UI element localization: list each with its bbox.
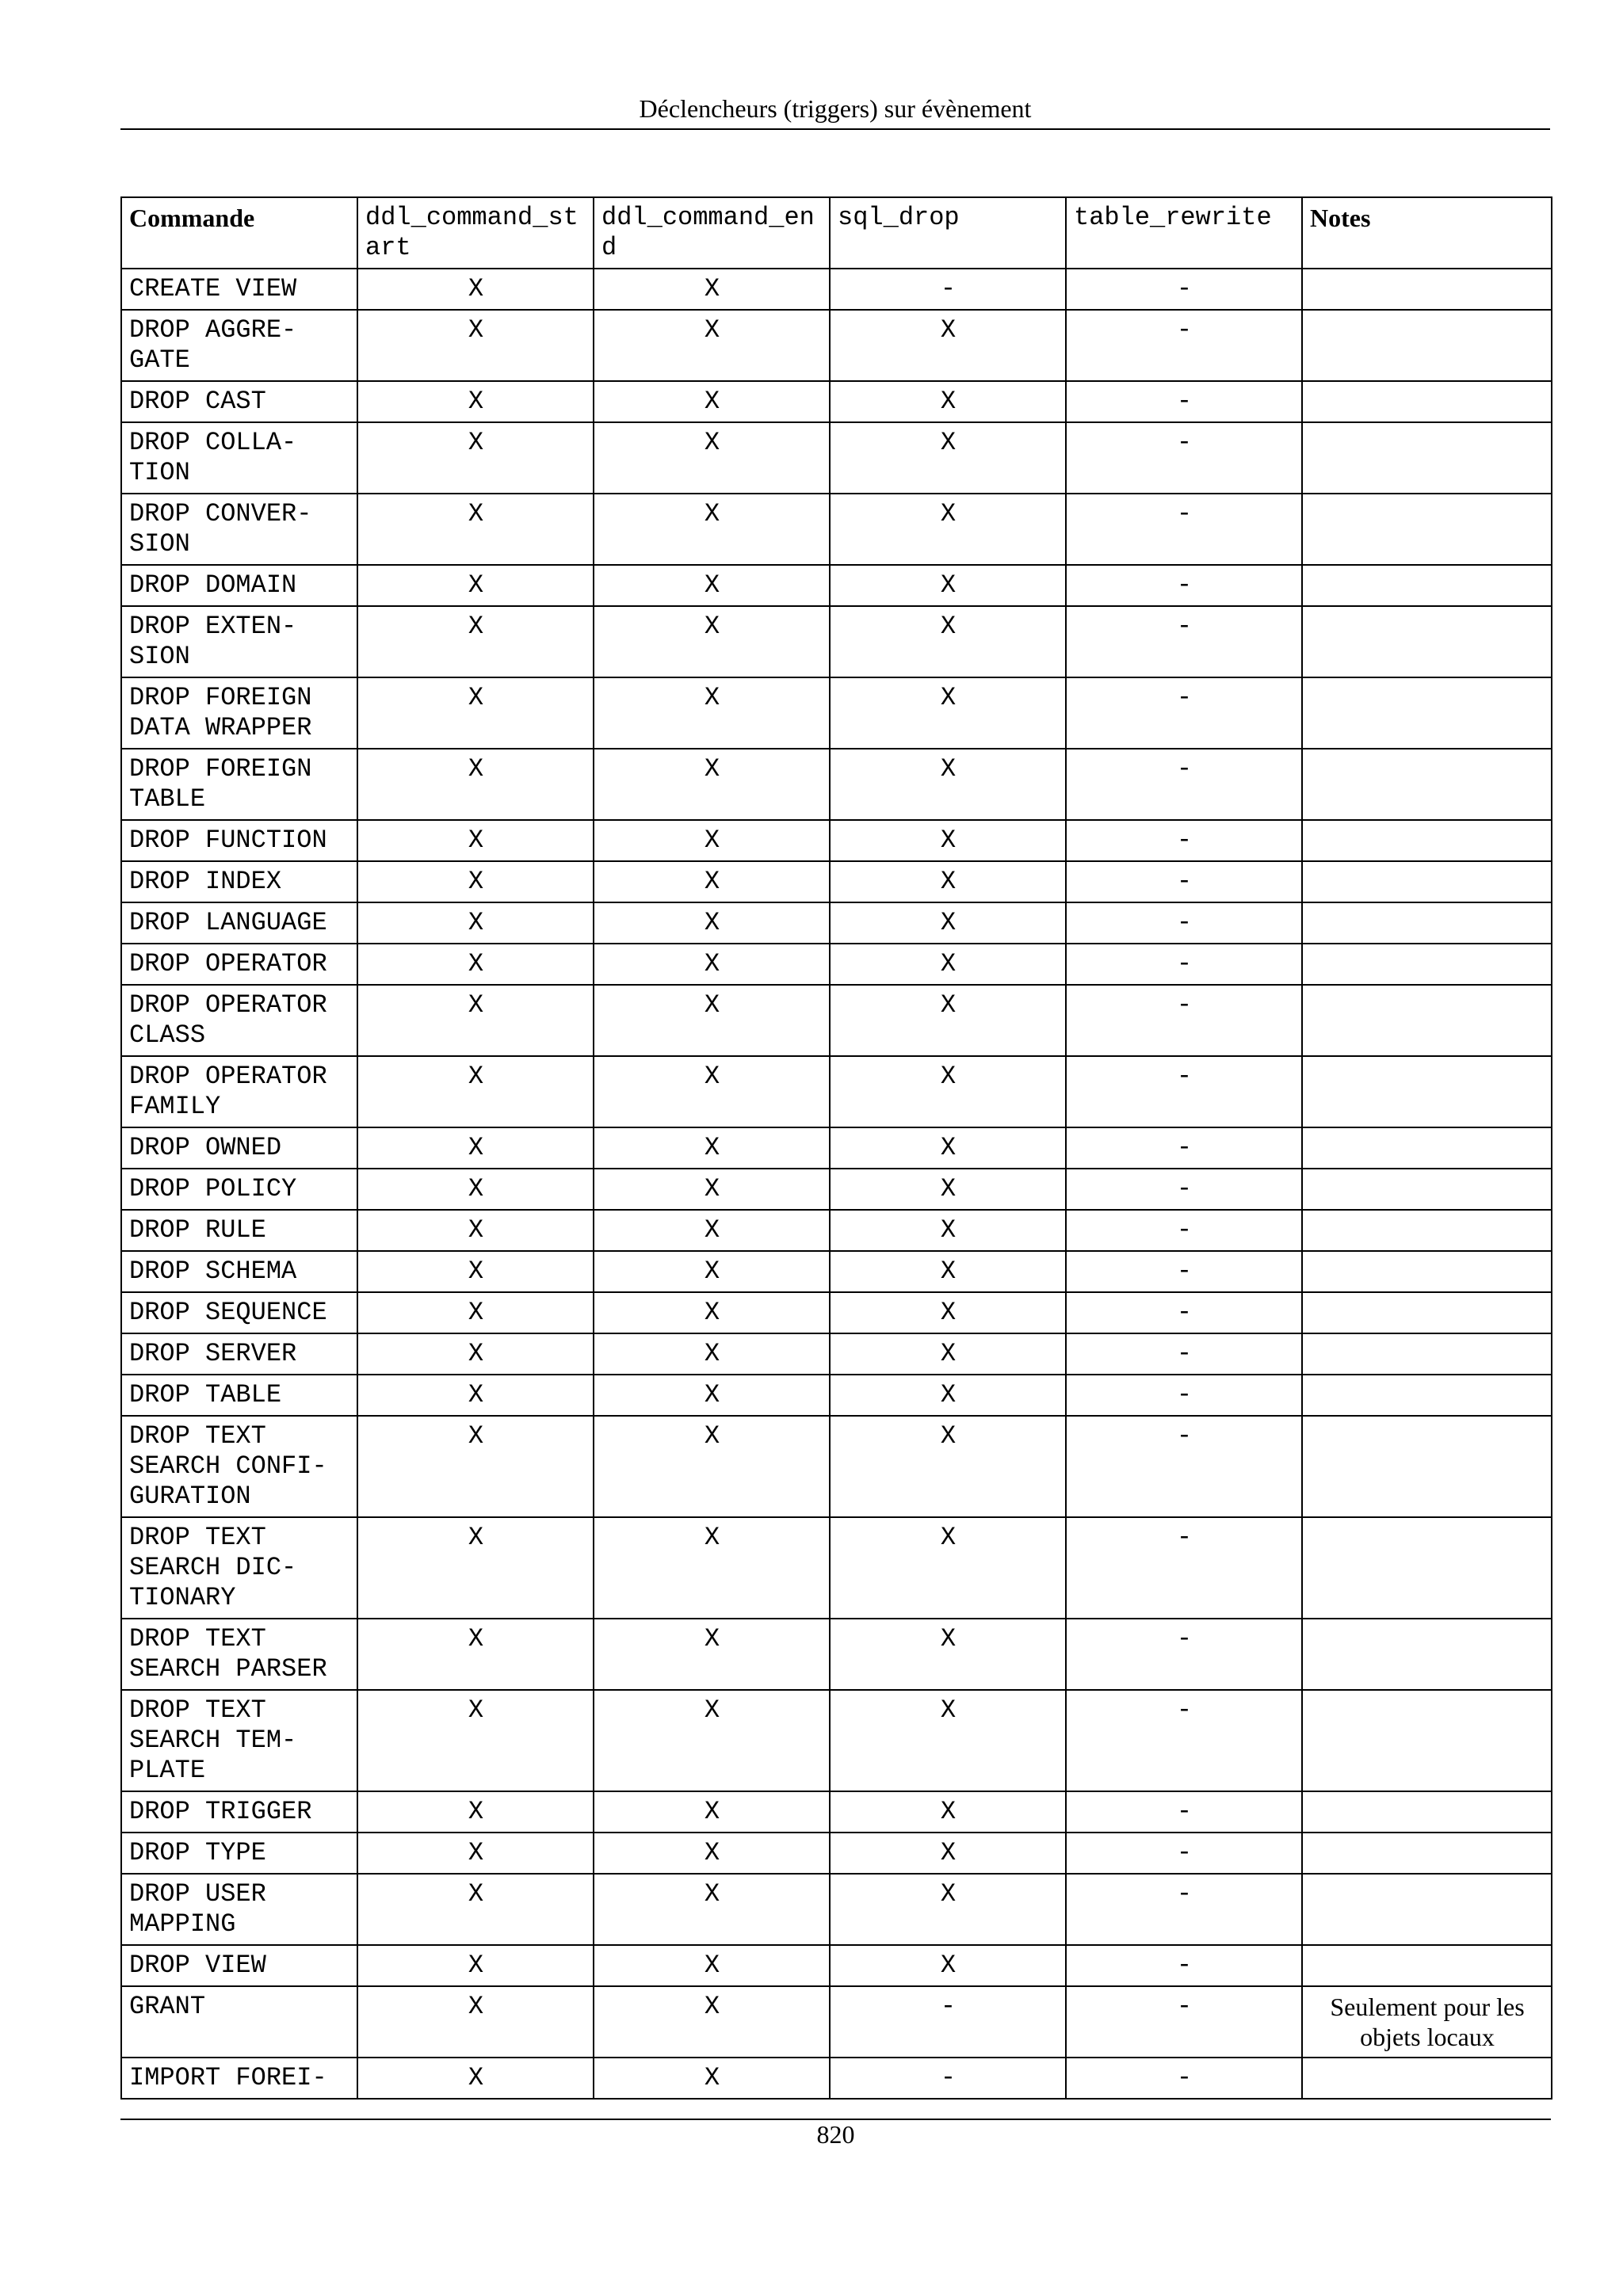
notes-cell xyxy=(1302,2058,1552,2099)
ddl-command-start-cell: X xyxy=(357,1517,594,1619)
table-row xyxy=(121,1833,1552,1874)
table-rewrite-cell: - xyxy=(1066,1986,1302,2058)
ddl-command-end-cell: X xyxy=(594,820,830,861)
sql-drop-cell: - xyxy=(830,269,1066,310)
notes-cell xyxy=(1302,861,1552,902)
ddl-command-start-cell: X xyxy=(357,1210,594,1251)
ddl-command-end-cell: X xyxy=(594,1833,830,1874)
table-row xyxy=(121,1517,1552,1619)
sql-drop-cell: X xyxy=(830,1791,1066,1833)
ddl-command-end-cell: X xyxy=(594,1333,830,1375)
notes-cell xyxy=(1302,269,1552,310)
notes-cell xyxy=(1302,944,1552,985)
column-header-notes: Notes xyxy=(1302,197,1552,269)
table-rewrite-cell: - xyxy=(1066,985,1302,1056)
notes-cell xyxy=(1302,1375,1552,1416)
sql-drop-cell: X xyxy=(830,944,1066,985)
table-row xyxy=(121,310,1552,381)
table-row xyxy=(121,1292,1552,1333)
table-row xyxy=(121,381,1552,422)
sql-drop-cell: X xyxy=(830,1416,1066,1517)
ddl-command-end-cell: X xyxy=(594,1690,830,1791)
command-cell: DROP OPERATOR CLASS xyxy=(121,985,357,1056)
notes-cell xyxy=(1302,1791,1552,1833)
sql-drop-cell: - xyxy=(830,2058,1066,2099)
command-cell: GRANT xyxy=(121,1986,357,2058)
table-row xyxy=(121,820,1552,861)
ddl-command-end-cell: X xyxy=(594,1945,830,1986)
table-row xyxy=(121,1375,1552,1416)
command-cell: DROP AGGRE- GATE xyxy=(121,310,357,381)
command-cell: DROP EXTEN- SION xyxy=(121,606,357,677)
sql-drop-cell: X xyxy=(830,381,1066,422)
table-rewrite-cell: - xyxy=(1066,606,1302,677)
table-rewrite-cell: - xyxy=(1066,1619,1302,1690)
command-cell: DROP FOREIGN DATA WRAPPER xyxy=(121,677,357,749)
command-cell: DROP TEXT SEARCH TEM- PLATE xyxy=(121,1690,357,1791)
ddl-command-start-cell: X xyxy=(357,985,594,1056)
column-header-table-rewrite: table_rewrite xyxy=(1066,197,1302,269)
notes-cell xyxy=(1302,1056,1552,1127)
notes-cell xyxy=(1302,381,1552,422)
ddl-command-end-cell: X xyxy=(594,1517,830,1619)
command-cell: DROP CONVER- SION xyxy=(121,494,357,565)
notes-cell xyxy=(1302,1169,1552,1210)
ddl-command-start-cell: X xyxy=(357,1056,594,1127)
sql-drop-cell: X xyxy=(830,1833,1066,1874)
command-cell: DROP TEXT SEARCH DIC- TIONARY xyxy=(121,1517,357,1619)
notes-cell xyxy=(1302,310,1552,381)
table-rewrite-cell: - xyxy=(1066,565,1302,606)
ddl-command-end-cell: X xyxy=(594,1292,830,1333)
command-cell: DROP SERVER xyxy=(121,1333,357,1375)
ddl-command-start-cell: X xyxy=(357,1833,594,1874)
notes-cell xyxy=(1302,606,1552,677)
command-cell: DROP CAST xyxy=(121,381,357,422)
command-cell: DROP VIEW xyxy=(121,1945,357,1986)
ddl-command-end-cell: X xyxy=(594,310,830,381)
sql-drop-cell: X xyxy=(830,1874,1066,1945)
table-row xyxy=(121,565,1552,606)
ddl-command-end-cell: X xyxy=(594,1416,830,1517)
ddl-command-start-cell: X xyxy=(357,1375,594,1416)
ddl-command-end-cell: X xyxy=(594,381,830,422)
command-cell: DROP TABLE xyxy=(121,1375,357,1416)
command-cell: DROP TEXT SEARCH CONFI- GURATION xyxy=(121,1416,357,1517)
table-row xyxy=(121,944,1552,985)
command-cell: DROP OPERATOR FAMILY xyxy=(121,1056,357,1127)
table-row xyxy=(121,1874,1552,1945)
command-cell: DROP FUNCTION xyxy=(121,820,357,861)
table-rewrite-cell: - xyxy=(1066,310,1302,381)
notes-cell xyxy=(1302,902,1552,944)
table-rewrite-cell: - xyxy=(1066,269,1302,310)
notes-cell xyxy=(1302,1416,1552,1517)
ddl-command-start-cell: X xyxy=(357,677,594,749)
ddl-command-start-cell: X xyxy=(357,269,594,310)
ddl-command-end-cell: X xyxy=(594,677,830,749)
ddl-command-start-cell: X xyxy=(357,1874,594,1945)
command-cell: DROP INDEX xyxy=(121,861,357,902)
notes-cell xyxy=(1302,1251,1552,1292)
table-body xyxy=(121,269,1552,2099)
table-rewrite-cell: - xyxy=(1066,1874,1302,1945)
table-row xyxy=(121,861,1552,902)
ddl-command-start-cell: X xyxy=(357,820,594,861)
table-row xyxy=(121,2058,1552,2099)
ddl-command-start-cell: X xyxy=(357,606,594,677)
ddl-command-end-cell: X xyxy=(594,565,830,606)
table-rewrite-cell: - xyxy=(1066,494,1302,565)
sql-drop-cell: X xyxy=(830,861,1066,902)
notes-cell xyxy=(1302,1619,1552,1690)
table-row xyxy=(121,1945,1552,1986)
event-trigger-command-table xyxy=(120,196,1552,2100)
command-cell: DROP OWNED xyxy=(121,1127,357,1169)
ddl-command-start-cell: X xyxy=(357,1986,594,2058)
ddl-command-start-cell: X xyxy=(357,861,594,902)
notes-cell xyxy=(1302,820,1552,861)
ddl-command-start-cell: X xyxy=(357,422,594,494)
ddl-command-start-cell: X xyxy=(357,565,594,606)
table-row xyxy=(121,1416,1552,1517)
table-rewrite-cell: - xyxy=(1066,677,1302,749)
sql-drop-cell: X xyxy=(830,565,1066,606)
ddl-command-start-cell: X xyxy=(357,1292,594,1333)
table-rewrite-cell: - xyxy=(1066,1517,1302,1619)
table-row xyxy=(121,902,1552,944)
column-header-command: Commande xyxy=(121,197,357,269)
ddl-command-start-cell: X xyxy=(357,1251,594,1292)
notes-cell xyxy=(1302,1874,1552,1945)
table-row xyxy=(121,1619,1552,1690)
notes-cell xyxy=(1302,565,1552,606)
sql-drop-cell: X xyxy=(830,1169,1066,1210)
notes-cell xyxy=(1302,985,1552,1056)
sql-drop-cell: X xyxy=(830,1292,1066,1333)
command-cell: DROP OPERATOR xyxy=(121,944,357,985)
ddl-command-end-cell: X xyxy=(594,1874,830,1945)
table-row xyxy=(121,1210,1552,1251)
sql-drop-cell: - xyxy=(830,1986,1066,2058)
notes-cell xyxy=(1302,494,1552,565)
ddl-command-end-cell: X xyxy=(594,1791,830,1833)
ddl-command-start-cell: X xyxy=(357,381,594,422)
ddl-command-start-cell: X xyxy=(357,1945,594,1986)
table-header-row xyxy=(121,197,1552,269)
table-row xyxy=(121,422,1552,494)
ddl-command-end-cell: X xyxy=(594,2058,830,2099)
ddl-command-end-cell: X xyxy=(594,1375,830,1416)
sql-drop-cell: X xyxy=(830,1517,1066,1619)
table-row xyxy=(121,1986,1552,2058)
ddl-command-end-cell: X xyxy=(594,1127,830,1169)
table-row xyxy=(121,269,1552,310)
notes-cell xyxy=(1302,1210,1552,1251)
table-row xyxy=(121,1127,1552,1169)
ddl-command-start-cell: X xyxy=(357,1333,594,1375)
ddl-command-start-cell: X xyxy=(357,749,594,820)
table-row xyxy=(121,677,1552,749)
table-rewrite-cell: - xyxy=(1066,1833,1302,1874)
ddl-command-end-cell: X xyxy=(594,1251,830,1292)
ddl-command-end-cell: X xyxy=(594,606,830,677)
ddl-command-end-cell: X xyxy=(594,1986,830,2058)
table-row xyxy=(121,1690,1552,1791)
table-rewrite-cell: - xyxy=(1066,1169,1302,1210)
running-header: Déclencheurs (triggers) sur évènement xyxy=(120,89,1550,130)
ddl-command-end-cell: X xyxy=(594,1169,830,1210)
table-rewrite-cell: - xyxy=(1066,1292,1302,1333)
table-row xyxy=(121,494,1552,565)
sql-drop-cell: X xyxy=(830,985,1066,1056)
command-cell: IMPORT FOREI- xyxy=(121,2058,357,2099)
ddl-command-end-cell: X xyxy=(594,269,830,310)
command-cell: DROP RULE xyxy=(121,1210,357,1251)
ddl-command-end-cell: X xyxy=(594,985,830,1056)
sql-drop-cell: X xyxy=(830,1619,1066,1690)
ddl-command-start-cell: X xyxy=(357,1169,594,1210)
ddl-command-end-cell: X xyxy=(594,749,830,820)
sql-drop-cell: X xyxy=(830,820,1066,861)
command-cell: DROP USER MAPPING xyxy=(121,1874,357,1945)
table-rewrite-cell: - xyxy=(1066,1791,1302,1833)
ddl-command-start-cell: X xyxy=(357,902,594,944)
column-header-sql-drop: sql_drop xyxy=(830,197,1066,269)
table-rewrite-cell: - xyxy=(1066,1251,1302,1292)
command-cell: DROP TEXT SEARCH PARSER xyxy=(121,1619,357,1690)
notes-cell xyxy=(1302,422,1552,494)
sql-drop-cell: X xyxy=(830,1375,1066,1416)
sql-drop-cell: X xyxy=(830,1690,1066,1791)
command-cell: DROP SCHEMA xyxy=(121,1251,357,1292)
sql-drop-cell: X xyxy=(830,606,1066,677)
notes-cell xyxy=(1302,1833,1552,1874)
table-row xyxy=(121,1791,1552,1833)
command-cell: DROP COLLA- TION xyxy=(121,422,357,494)
ddl-command-end-cell: X xyxy=(594,1056,830,1127)
ddl-command-end-cell: X xyxy=(594,1619,830,1690)
ddl-command-end-cell: X xyxy=(594,861,830,902)
table-rewrite-cell: - xyxy=(1066,749,1302,820)
ddl-command-start-cell: X xyxy=(357,494,594,565)
table-row xyxy=(121,749,1552,820)
notes-cell xyxy=(1302,1517,1552,1619)
table-row xyxy=(121,1169,1552,1210)
sql-drop-cell: X xyxy=(830,1056,1066,1127)
column-header-ddl-command-end: ddl_command_end xyxy=(594,197,830,269)
sql-drop-cell: X xyxy=(830,310,1066,381)
table-rewrite-cell: - xyxy=(1066,1945,1302,1986)
notes-cell xyxy=(1302,1292,1552,1333)
table-rewrite-cell: - xyxy=(1066,381,1302,422)
command-cell: DROP TRIGGER xyxy=(121,1791,357,1833)
table-row xyxy=(121,1333,1552,1375)
sql-drop-cell: X xyxy=(830,749,1066,820)
ddl-command-start-cell: X xyxy=(357,1791,594,1833)
command-cell: CREATE VIEW xyxy=(121,269,357,310)
command-cell: DROP DOMAIN xyxy=(121,565,357,606)
ddl-command-start-cell: X xyxy=(357,1416,594,1517)
command-cell: DROP FOREIGN TABLE xyxy=(121,749,357,820)
table-row xyxy=(121,985,1552,1056)
ddl-command-end-cell: X xyxy=(594,422,830,494)
notes-cell xyxy=(1302,1945,1552,1986)
sql-drop-cell: X xyxy=(830,1210,1066,1251)
table-rewrite-cell: - xyxy=(1066,2058,1302,2099)
ddl-command-end-cell: X xyxy=(594,944,830,985)
table-rewrite-cell: - xyxy=(1066,1416,1302,1517)
ddl-command-start-cell: X xyxy=(357,1127,594,1169)
table-rewrite-cell: - xyxy=(1066,1333,1302,1375)
table-row xyxy=(121,606,1552,677)
ddl-command-start-cell: X xyxy=(357,1619,594,1690)
sql-drop-cell: X xyxy=(830,1333,1066,1375)
command-cell: DROP LANGUAGE xyxy=(121,902,357,944)
table-row xyxy=(121,1251,1552,1292)
table-rewrite-cell: - xyxy=(1066,422,1302,494)
notes-cell xyxy=(1302,1333,1552,1375)
sql-drop-cell: X xyxy=(830,422,1066,494)
sql-drop-cell: X xyxy=(830,902,1066,944)
sql-drop-cell: X xyxy=(830,677,1066,749)
sql-drop-cell: X xyxy=(830,494,1066,565)
sql-drop-cell: X xyxy=(830,1251,1066,1292)
command-cell: DROP POLICY xyxy=(121,1169,357,1210)
ddl-command-start-cell: X xyxy=(357,2058,594,2099)
table-rewrite-cell: - xyxy=(1066,1375,1302,1416)
ddl-command-start-cell: X xyxy=(357,944,594,985)
notes-cell xyxy=(1302,677,1552,749)
table-rewrite-cell: - xyxy=(1066,902,1302,944)
table-rewrite-cell: - xyxy=(1066,1210,1302,1251)
table-rewrite-cell: - xyxy=(1066,861,1302,902)
table-rewrite-cell: - xyxy=(1066,820,1302,861)
table-rewrite-cell: - xyxy=(1066,944,1302,985)
sql-drop-cell: X xyxy=(830,1127,1066,1169)
page-number: 820 xyxy=(816,2120,855,2149)
command-cell: DROP TYPE xyxy=(121,1833,357,1874)
notes-cell xyxy=(1302,1690,1552,1791)
table-rewrite-cell: - xyxy=(1066,1690,1302,1791)
command-cell: DROP SEQUENCE xyxy=(121,1292,357,1333)
table-row xyxy=(121,1056,1552,1127)
ddl-command-end-cell: X xyxy=(594,1210,830,1251)
ddl-command-end-cell: X xyxy=(594,494,830,565)
column-header-ddl-command-start: ddl_command_start xyxy=(357,197,594,269)
ddl-command-start-cell: X xyxy=(357,1690,594,1791)
table-rewrite-cell: - xyxy=(1066,1127,1302,1169)
sql-drop-cell: X xyxy=(830,1945,1066,1986)
ddl-command-end-cell: X xyxy=(594,902,830,944)
ddl-command-start-cell: X xyxy=(357,310,594,381)
notes-cell: Seulement pour les objets locaux xyxy=(1302,1986,1552,2058)
notes-cell xyxy=(1302,1127,1552,1169)
table-rewrite-cell: - xyxy=(1066,1056,1302,1127)
notes-cell xyxy=(1302,749,1552,820)
